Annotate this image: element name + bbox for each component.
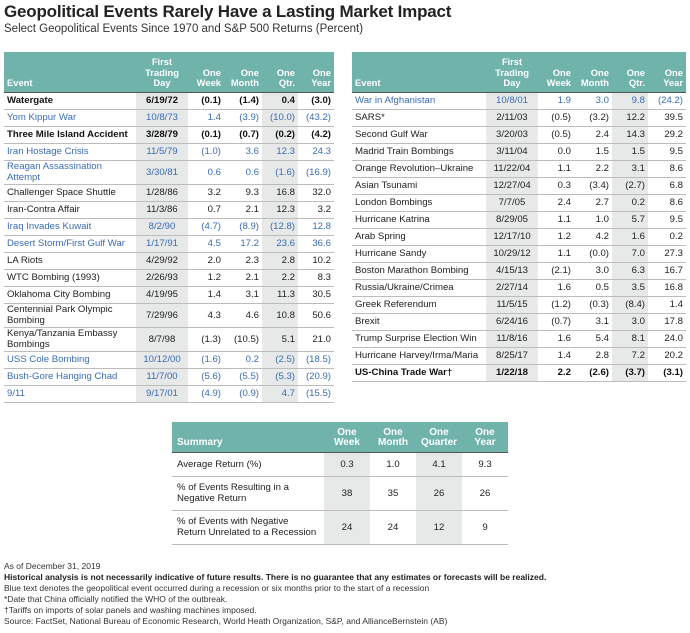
event-name: LA Riots — [4, 252, 136, 269]
event-name: WTC Bombing (1993) — [4, 269, 136, 286]
one-year-return: 17.8 — [648, 313, 686, 330]
event-name: Second Gulf War — [352, 126, 486, 143]
summary-table — [172, 422, 508, 545]
one-week-return: (1.0) — [188, 143, 224, 160]
table-row — [4, 351, 334, 368]
one-week-return: (4.9) — [188, 385, 224, 402]
one-qtr-return: 14.3 — [612, 126, 648, 143]
table-row — [352, 364, 686, 381]
one-month-return: 9.3 — [224, 184, 262, 201]
event-date: 1/22/18 — [486, 364, 538, 381]
summary-row-label: Average Return (%) — [172, 452, 324, 476]
one-week-return: (0.5) — [538, 126, 574, 143]
header-one-year: One Year — [648, 52, 686, 92]
summary-row — [172, 510, 508, 544]
summary-header-one-week: One Week — [324, 422, 370, 452]
event-date: 6/19/72 — [136, 92, 188, 109]
one-year-return: (43.2) — [298, 109, 334, 126]
one-qtr-return: 0.4 — [262, 92, 298, 109]
summary-value: 4.1 — [416, 452, 462, 476]
one-week-return: (0.1) — [188, 92, 224, 109]
table-row — [4, 286, 334, 303]
one-qtr-return: 4.7 — [262, 385, 298, 402]
event-name: Hurricane Sandy — [352, 245, 486, 262]
one-month-return: (0.0) — [574, 245, 612, 262]
event-date: 10/12/00 — [136, 351, 188, 368]
one-week-return: 1.9 — [538, 92, 574, 109]
one-qtr-return: 9.8 — [612, 92, 648, 109]
one-qtr-return: 11.3 — [262, 286, 298, 303]
event-date: 9/17/01 — [136, 385, 188, 402]
one-year-return: 9.5 — [648, 211, 686, 228]
one-month-return: (0.9) — [224, 385, 262, 402]
one-qtr-return: (10.0) — [262, 109, 298, 126]
one-year-return: 29.2 — [648, 126, 686, 143]
one-qtr-return: (3.7) — [612, 364, 648, 381]
summary-value: 35 — [370, 476, 416, 510]
summary-value: 1.0 — [370, 452, 416, 476]
table-row — [352, 109, 686, 126]
one-month-return: (2.6) — [574, 364, 612, 381]
one-month-return: 2.3 — [224, 252, 262, 269]
event-date: 11/3/86 — [136, 201, 188, 218]
one-month-return: (3.4) — [574, 177, 612, 194]
table-row — [4, 252, 334, 269]
as-of-note: As of December 31, 2019 — [4, 561, 101, 571]
summary-row-label: % of Events Resulting in a Negative Return — [172, 476, 324, 510]
one-year-return: 16.8 — [648, 279, 686, 296]
one-year-return: 8.3 — [298, 269, 334, 286]
event-date: 2/11/03 — [486, 109, 538, 126]
header-one-year: One Year — [298, 52, 334, 92]
one-year-return: (24.2) — [648, 92, 686, 109]
event-date: 3/11/04 — [486, 143, 538, 160]
one-qtr-return: (2.7) — [612, 177, 648, 194]
one-qtr-return: 16.8 — [262, 184, 298, 201]
one-month-return: 4.2 — [574, 228, 612, 245]
one-year-return: (3.0) — [298, 92, 334, 109]
one-year-return: (16.9) — [298, 160, 334, 184]
one-week-return: 1.4 — [188, 286, 224, 303]
summary-value: 9 — [462, 510, 508, 544]
table-row — [352, 228, 686, 245]
one-qtr-return: 7.0 — [612, 245, 648, 262]
event-date: 1/28/86 — [136, 184, 188, 201]
one-year-return: 12.8 — [298, 218, 334, 235]
table-row — [352, 296, 686, 313]
one-qtr-return: 6.3 — [612, 262, 648, 279]
summary-header-one-quarter: One Quarter — [416, 422, 462, 452]
one-qtr-return: (8.4) — [612, 296, 648, 313]
event-date: 7/7/05 — [486, 194, 538, 211]
event-date: 3/30/81 — [136, 160, 188, 184]
one-qtr-return: 2.2 — [262, 269, 298, 286]
one-month-return: 3.1 — [224, 286, 262, 303]
summary-value: 0.3 — [324, 452, 370, 476]
one-week-return: (0.7) — [538, 313, 574, 330]
one-month-return: 2.4 — [574, 126, 612, 143]
event-name: Challenger Space Shuttle — [4, 184, 136, 201]
event-date: 7/29/96 — [136, 303, 188, 327]
one-year-return: 20.2 — [648, 347, 686, 364]
one-year-return: 30.5 — [298, 286, 334, 303]
one-month-return: 17.2 — [224, 235, 262, 252]
event-name: Centennial Park Olympic Bombing — [4, 303, 136, 327]
summary-row — [172, 476, 508, 510]
event-date: 8/29/05 — [486, 211, 538, 228]
one-qtr-return: (1.6) — [262, 160, 298, 184]
summary-header-one-year: One Year — [462, 422, 508, 452]
one-qtr-return: 12.3 — [262, 201, 298, 218]
event-date: 11/7/00 — [136, 368, 188, 385]
one-year-return: 32.0 — [298, 184, 334, 201]
table-row — [4, 368, 334, 385]
event-name: Trump Surprise Election Win — [352, 330, 486, 347]
table-row — [352, 313, 686, 330]
one-week-return: (5.6) — [188, 368, 224, 385]
one-week-return: 1.6 — [538, 279, 574, 296]
one-week-return: (4.7) — [188, 218, 224, 235]
one-month-return: 2.1 — [224, 201, 262, 218]
blue-text-note: Blue text denotes the geopolitical event occurred during a recession or six months prior to the start of a recession — [4, 583, 430, 593]
table-row — [4, 201, 334, 218]
event-date: 10/29/12 — [486, 245, 538, 262]
source-note: Source: FactSet, National Bureau of Economic Research, World Heath Organization, S&P, and AllianceBernstein (AB) — [4, 616, 448, 626]
header-one-month: One Month — [574, 52, 612, 92]
summary-value: 24 — [324, 510, 370, 544]
one-qtr-return: 1.5 — [612, 143, 648, 160]
table-row — [352, 177, 686, 194]
event-date: 4/19/95 — [136, 286, 188, 303]
event-name: Hurricane Katrina — [352, 211, 486, 228]
event-date: 8/25/17 — [486, 347, 538, 364]
event-name: SARS* — [352, 109, 486, 126]
one-year-return: 36.6 — [298, 235, 334, 252]
event-name: Madrid Train Bombings — [352, 143, 486, 160]
one-month-return: 3.0 — [574, 92, 612, 109]
one-month-return: 0.2 — [224, 351, 262, 368]
event-date: 11/22/04 — [486, 160, 538, 177]
one-week-return: 3.2 — [188, 184, 224, 201]
one-year-return: 8.6 — [648, 160, 686, 177]
one-month-return: 2.2 — [574, 160, 612, 177]
one-week-return: (1.2) — [538, 296, 574, 313]
one-week-return: (1.6) — [188, 351, 224, 368]
event-name: London Bombings — [352, 194, 486, 211]
event-date: 4/15/13 — [486, 262, 538, 279]
table-row — [4, 143, 334, 160]
one-qtr-return: 8.1 — [612, 330, 648, 347]
event-name: Desert Storm/First Gulf War — [4, 235, 136, 252]
event-date: 3/20/03 — [486, 126, 538, 143]
one-year-return: 24.3 — [298, 143, 334, 160]
one-month-return: (3.9) — [224, 109, 262, 126]
header-one-qtr: One Qtr. — [612, 52, 648, 92]
table-row — [352, 347, 686, 364]
one-week-return: 0.7 — [188, 201, 224, 218]
one-month-return: (8.9) — [224, 218, 262, 235]
table-row — [4, 109, 334, 126]
table-row — [4, 160, 334, 184]
summary-value: 26 — [416, 476, 462, 510]
header-one-week: One Week — [538, 52, 574, 92]
event-date: 2/26/93 — [136, 269, 188, 286]
event-date: 10/8/01 — [486, 92, 538, 109]
table-row — [4, 184, 334, 201]
one-month-return: 3.6 — [224, 143, 262, 160]
event-name: Iraq Invades Kuwait — [4, 218, 136, 235]
one-year-return: 50.6 — [298, 303, 334, 327]
one-month-return: 5.4 — [574, 330, 612, 347]
star-footnote: *Date that China officially notified the WHO of the outbreak. — [4, 594, 228, 604]
one-week-return: 4.3 — [188, 303, 224, 327]
event-date: 6/24/16 — [486, 313, 538, 330]
event-name: Greek Referendum — [352, 296, 486, 313]
event-date: 3/28/79 — [136, 126, 188, 143]
one-week-return: (1.3) — [188, 327, 224, 351]
event-date: 11/5/79 — [136, 143, 188, 160]
one-week-return: 1.2 — [188, 269, 224, 286]
one-qtr-return: 3.0 — [612, 313, 648, 330]
one-week-return: 2.2 — [538, 364, 574, 381]
event-name: Brexit — [352, 313, 486, 330]
table-row — [352, 126, 686, 143]
table-row — [4, 126, 334, 143]
header-first-trading-day: First Trading Day — [486, 52, 538, 92]
one-qtr-return: (2.5) — [262, 351, 298, 368]
table-row — [4, 385, 334, 402]
one-month-return: 4.6 — [224, 303, 262, 327]
one-week-return: (0.5) — [538, 109, 574, 126]
one-year-return: 9.5 — [648, 143, 686, 160]
event-date: 1/17/91 — [136, 235, 188, 252]
summary-header-one-month: One Month — [370, 422, 416, 452]
header-one-month: One Month — [224, 52, 262, 92]
one-year-return: (18.5) — [298, 351, 334, 368]
summary-header-label: Summary — [172, 422, 324, 452]
event-name: 9/11 — [4, 385, 136, 402]
table-row — [4, 235, 334, 252]
one-year-return: 6.8 — [648, 177, 686, 194]
one-month-return: 3.0 — [574, 262, 612, 279]
table-row — [352, 279, 686, 296]
header-event: Event — [352, 52, 486, 92]
table-row — [4, 92, 334, 109]
one-year-return: 8.6 — [648, 194, 686, 211]
one-month-return: (0.3) — [574, 296, 612, 313]
one-month-return: 2.7 — [574, 194, 612, 211]
table-row — [352, 262, 686, 279]
header-one-week: One Week — [188, 52, 224, 92]
one-week-return: 1.2 — [538, 228, 574, 245]
one-qtr-return: 3.5 — [612, 279, 648, 296]
events-table-right — [352, 52, 686, 382]
one-month-return: 1.0 — [574, 211, 612, 228]
one-week-return: 1.1 — [538, 160, 574, 177]
event-name: War in Afghanistan — [352, 92, 486, 109]
one-year-return: 10.2 — [298, 252, 334, 269]
one-month-return: 2.8 — [574, 347, 612, 364]
event-name: Iran Hostage Crisis — [4, 143, 136, 160]
event-name: Oklahoma City Bombing — [4, 286, 136, 303]
summary-value: 38 — [324, 476, 370, 510]
one-week-return: 1.4 — [538, 347, 574, 364]
one-year-return: (3.1) — [648, 364, 686, 381]
event-date: 2/27/14 — [486, 279, 538, 296]
event-name: US-China Trade War† — [352, 364, 486, 381]
one-qtr-return: (12.8) — [262, 218, 298, 235]
one-week-return: 0.6 — [188, 160, 224, 184]
one-month-return: (5.5) — [224, 368, 262, 385]
one-qtr-return: 12.2 — [612, 109, 648, 126]
one-year-return: 0.2 — [648, 228, 686, 245]
event-date: 10/8/73 — [136, 109, 188, 126]
event-name: Boston Marathon Bombing — [352, 262, 486, 279]
one-year-return: 24.0 — [648, 330, 686, 347]
one-month-return: (10.5) — [224, 327, 262, 351]
table-row — [4, 218, 334, 235]
page-subtitle: Select Geopolitical Events Since 1970 and S&P 500 Returns (Percent) — [4, 23, 364, 35]
table-row — [352, 211, 686, 228]
one-qtr-return: 7.2 — [612, 347, 648, 364]
table-row — [352, 245, 686, 262]
table-row — [4, 269, 334, 286]
one-week-return: 4.5 — [188, 235, 224, 252]
event-date: 12/17/10 — [486, 228, 538, 245]
event-name: Iran-Contra Affair — [4, 201, 136, 218]
header-event: Event — [4, 52, 136, 92]
disclaimer-note: Historical analysis is not necessarily indicative of future results. There is no guarantee that any estimates or forecasts will be realized. — [4, 572, 547, 582]
one-week-return: 1.1 — [538, 211, 574, 228]
events-table-left — [4, 52, 334, 403]
table-row — [352, 143, 686, 160]
one-qtr-return: 23.6 — [262, 235, 298, 252]
summary-row-label: % of Events with Negative Return Unrelated to a Recession — [172, 510, 324, 544]
summary-value: 24 — [370, 510, 416, 544]
one-year-return: 39.5 — [648, 109, 686, 126]
one-week-return: (2.1) — [538, 262, 574, 279]
one-month-return: 0.6 — [224, 160, 262, 184]
event-date: 11/5/15 — [486, 296, 538, 313]
one-month-return: (3.2) — [574, 109, 612, 126]
event-name: Bush-Gore Hanging Chad — [4, 368, 136, 385]
one-year-return: (20.9) — [298, 368, 334, 385]
header-one-qtr: One Qtr. — [262, 52, 298, 92]
table-row — [4, 303, 334, 327]
event-name: Three Mile Island Accident — [4, 126, 136, 143]
summary-value: 9.3 — [462, 452, 508, 476]
event-date: 11/8/16 — [486, 330, 538, 347]
one-year-return: (4.2) — [298, 126, 334, 143]
page-title: Geopolitical Events Rarely Have a Lasting Market Impact — [4, 2, 452, 21]
one-year-return: 3.2 — [298, 201, 334, 218]
event-name: Asian Tsunami — [352, 177, 486, 194]
one-qtr-return: 5.1 — [262, 327, 298, 351]
one-month-return: 1.5 — [574, 143, 612, 160]
one-year-return: 16.7 — [648, 262, 686, 279]
event-name: Watergate — [4, 92, 136, 109]
event-name: USS Cole Bombing — [4, 351, 136, 368]
one-week-return: (0.1) — [188, 126, 224, 143]
one-month-return: 0.5 — [574, 279, 612, 296]
one-year-return: 1.4 — [648, 296, 686, 313]
one-week-return: 1.1 — [538, 245, 574, 262]
one-qtr-return: 1.6 — [612, 228, 648, 245]
summary-row — [172, 452, 508, 476]
event-date: 8/2/90 — [136, 218, 188, 235]
one-year-return: (15.5) — [298, 385, 334, 402]
dagger-footnote: †Tariffs on imports of solar panels and washing machines imposed. — [4, 605, 257, 615]
event-name: Reagan Assassination Attempt — [4, 160, 136, 184]
table-row — [352, 92, 686, 109]
one-qtr-return: 10.8 — [262, 303, 298, 327]
event-name: Hurricane Harvey/Irma/Maria — [352, 347, 486, 364]
one-qtr-return: 5.7 — [612, 211, 648, 228]
event-name: Yom Kippur War — [4, 109, 136, 126]
one-week-return: 2.4 — [538, 194, 574, 211]
table-row — [352, 160, 686, 177]
header-first-trading-day: First Trading Day — [136, 52, 188, 92]
table-row — [4, 327, 334, 351]
one-qtr-return: (0.2) — [262, 126, 298, 143]
one-month-return: (1.4) — [224, 92, 262, 109]
one-week-return: 1.4 — [188, 109, 224, 126]
summary-value: 12 — [416, 510, 462, 544]
one-month-return: (0.7) — [224, 126, 262, 143]
one-month-return: 3.1 — [574, 313, 612, 330]
one-week-return: 1.6 — [538, 330, 574, 347]
event-date: 12/27/04 — [486, 177, 538, 194]
table-row — [352, 330, 686, 347]
table-row — [352, 194, 686, 211]
event-date: 4/29/92 — [136, 252, 188, 269]
event-name: Russia/Ukraine/Crimea — [352, 279, 486, 296]
one-week-return: 0.3 — [538, 177, 574, 194]
one-qtr-return: (5.3) — [262, 368, 298, 385]
event-name: Arab Spring — [352, 228, 486, 245]
one-qtr-return: 2.8 — [262, 252, 298, 269]
one-year-return: 21.0 — [298, 327, 334, 351]
event-date: 8/7/98 — [136, 327, 188, 351]
summary-value: 26 — [462, 476, 508, 510]
one-year-return: 27.3 — [648, 245, 686, 262]
one-qtr-return: 12.3 — [262, 143, 298, 160]
one-month-return: 2.1 — [224, 269, 262, 286]
one-week-return: 0.0 — [538, 143, 574, 160]
one-qtr-return: 3.1 — [612, 160, 648, 177]
event-name: Kenya/Tanzania Embassy Bombings — [4, 327, 136, 351]
one-qtr-return: 0.2 — [612, 194, 648, 211]
one-week-return: 2.0 — [188, 252, 224, 269]
event-name: Orange Revolution–Ukraine — [352, 160, 486, 177]
